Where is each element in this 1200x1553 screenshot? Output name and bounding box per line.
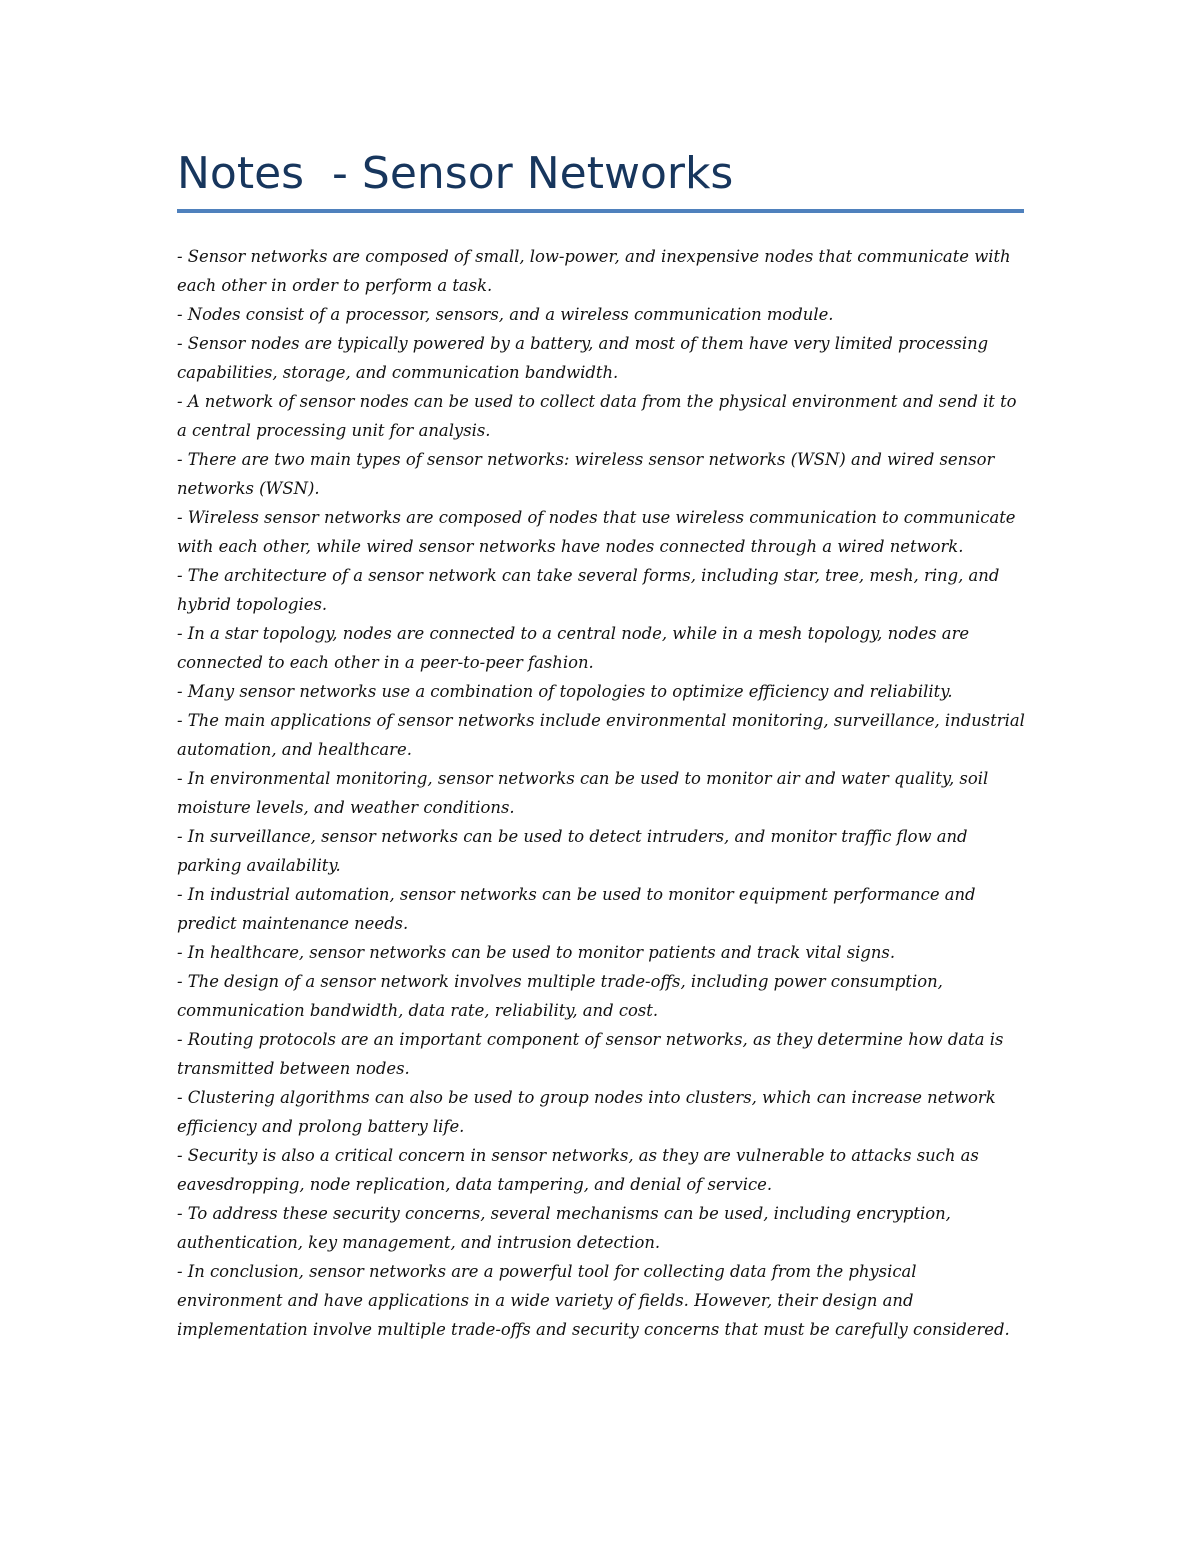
note-paragraph: - The design of a sensor network involves multiple trade-offs, including power consumption, communication bandwidth, data rate, reliability, and cost.	[177, 972, 943, 1020]
note-paragraph: - Routing protocols are an important component of sensor networks, as they determine how data is transmitted between nodes.	[177, 1030, 1004, 1078]
note-paragraph: - The main applications of sensor networks include environmental monitoring, surveillance, industrial automation, and healthcare.	[177, 711, 1025, 759]
note-paragraph: - Wireless sensor networks are composed of nodes that use wireless communication to communicate with each other, while wired sensor networks have nodes connected through a wired network.	[177, 508, 1016, 556]
note-paragraph: - Sensor networks are composed of small, low-power, and inexpensive nodes that communicate with each other in order to perform a task.	[177, 247, 1011, 295]
note-paragraph: - In healthcare, sensor networks can be used to monitor patients and track vital signs.	[177, 943, 896, 962]
page-title: Notes - Sensor Networks	[177, 148, 734, 199]
note-paragraph: - Nodes consist of a processor, sensors, and a wireless communication module.	[177, 305, 834, 324]
note-paragraph: - Many sensor networks use a combination of topologies to optimize efficiency and reliability.	[177, 682, 953, 701]
note-paragraph: - Sensor nodes are typically powered by a battery, and most of them have very limited processing capabilities, storage, and communication bandwidth.	[177, 334, 989, 382]
note-paragraph: - A network of sensor nodes can be used to collect data from the physical environment and send it to a central processing unit for analysis.	[177, 392, 1017, 440]
note-paragraph: - In a star topology, nodes are connected to a central node, while in a mesh topology, nodes are connected to each other in a peer-to-peer fashion.	[177, 624, 970, 672]
note-paragraph: - There are two main types of sensor networks: wireless sensor networks (WSN) and wired sensor networks (WSN).	[177, 450, 995, 498]
note-paragraph: - In conclusion, sensor networks are a powerful tool for collecting data from the physical environment and have applications in a wide variety of fields. However, their design and implementation involve multiple trade-offs and security concerns that must be carefully considered.	[177, 1262, 1010, 1339]
note-paragraph: - The architecture of a sensor network can take several forms, including star, tree, mesh, ring, and hybrid topologies.	[177, 566, 1000, 614]
note-paragraph: - In industrial automation, sensor networks can be used to monitor equipment performance and predict maintenance needs.	[177, 885, 976, 933]
notes-body	[177, 242, 1025, 1344]
note-paragraph: - In surveillance, sensor networks can be used to detect intruders, and monitor traffic flow and parking availability.	[177, 827, 968, 875]
note-paragraph: - Clustering algorithms can also be used to group nodes into clusters, which can increase network efficiency and prolong battery life.	[177, 1088, 996, 1136]
title-underline	[177, 209, 1024, 213]
note-paragraph: - To address these security concerns, several mechanisms can be used, including encryption, authentication, key management, and intrusion detection.	[177, 1204, 951, 1252]
note-paragraph: - In environmental monitoring, sensor networks can be used to monitor air and water quality, soil moisture levels, and weather conditions.	[177, 769, 989, 817]
note-paragraph: - Security is also a critical concern in sensor networks, as they are vulnerable to attacks such as eavesdropping, node replication, data tampering, and denial of service.	[177, 1146, 979, 1194]
